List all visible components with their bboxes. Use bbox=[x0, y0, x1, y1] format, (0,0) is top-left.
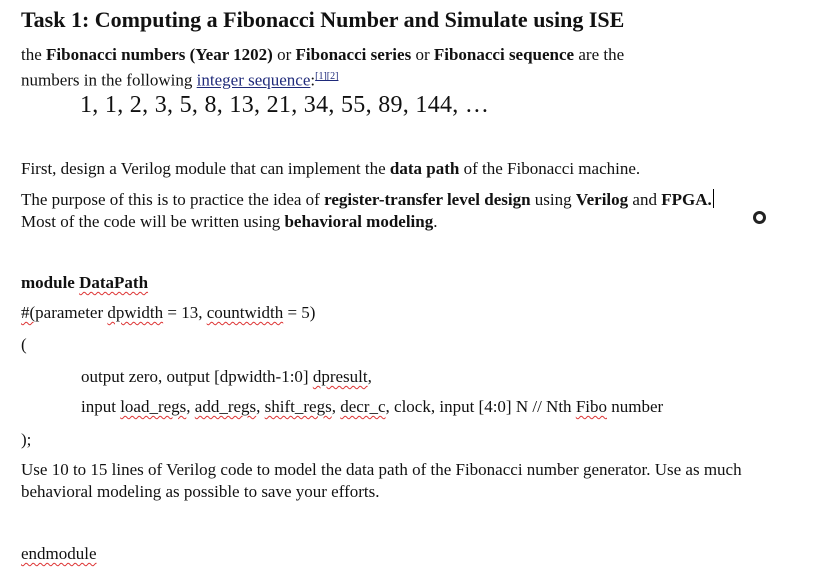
endmodule-keyword: endmodule bbox=[21, 544, 97, 563]
instruction-paragraph: Use 10 to 15 lines of Verilog code to model the data path of the Fibonacci number generator. Use as much behavioral modeling as possible to save your efforts. bbox=[21, 460, 742, 501]
integer-sequence-link[interactable]: integer sequence bbox=[196, 70, 311, 90]
parameter-line: #(parameter dpwidth = 13, countwidth = 5) bbox=[21, 303, 316, 322]
rotate-handle-icon[interactable] bbox=[753, 211, 766, 224]
first-paragraph: First, design a Verilog module that can implement the data path of the Fibonacci machine. bbox=[21, 159, 641, 178]
output-ports-line: output zero, output [dpwidth-1:0] dpresult, bbox=[81, 367, 372, 386]
module-declaration: module DataPath bbox=[21, 273, 149, 292]
intro-paragraph: the Fibonacci numbers (Year 1202) or Fibonacci series or Fibonacci sequence are the numbers in the following integer sequence:[1][2] bbox=[21, 45, 625, 90]
term-fibonacci-series: Fibonacci series bbox=[295, 45, 412, 64]
purpose-paragraph: The purpose of this is to practice the idea of register-transfer level design using Verilog and FPGA. Most of the code will be written using behavioral modeling. bbox=[21, 190, 712, 231]
term-fibonacci-sequence: Fibonacci sequence bbox=[433, 45, 575, 64]
reference-links[interactable]: [1][2] bbox=[315, 71, 339, 82]
input-ports-line: input load_regs, add_regs, shift_regs, decr_c, clock, input [4:0] N // Nth Fibo number bbox=[81, 397, 664, 416]
port-list-close: ); bbox=[21, 430, 32, 449]
fibonacci-sequence: 1, 1, 2, 3, 5, 8, 13, 21, 34, 55, 89, 144, … bbox=[80, 92, 490, 118]
term-fibonacci-numbers: Fibonacci numbers (Year 1202) bbox=[46, 45, 273, 64]
text-cursor bbox=[713, 189, 714, 208]
page-title: Task 1: Computing a Fibonacci Number and Simulate using ISE bbox=[21, 7, 625, 32]
port-list-open: ( bbox=[21, 335, 27, 354]
